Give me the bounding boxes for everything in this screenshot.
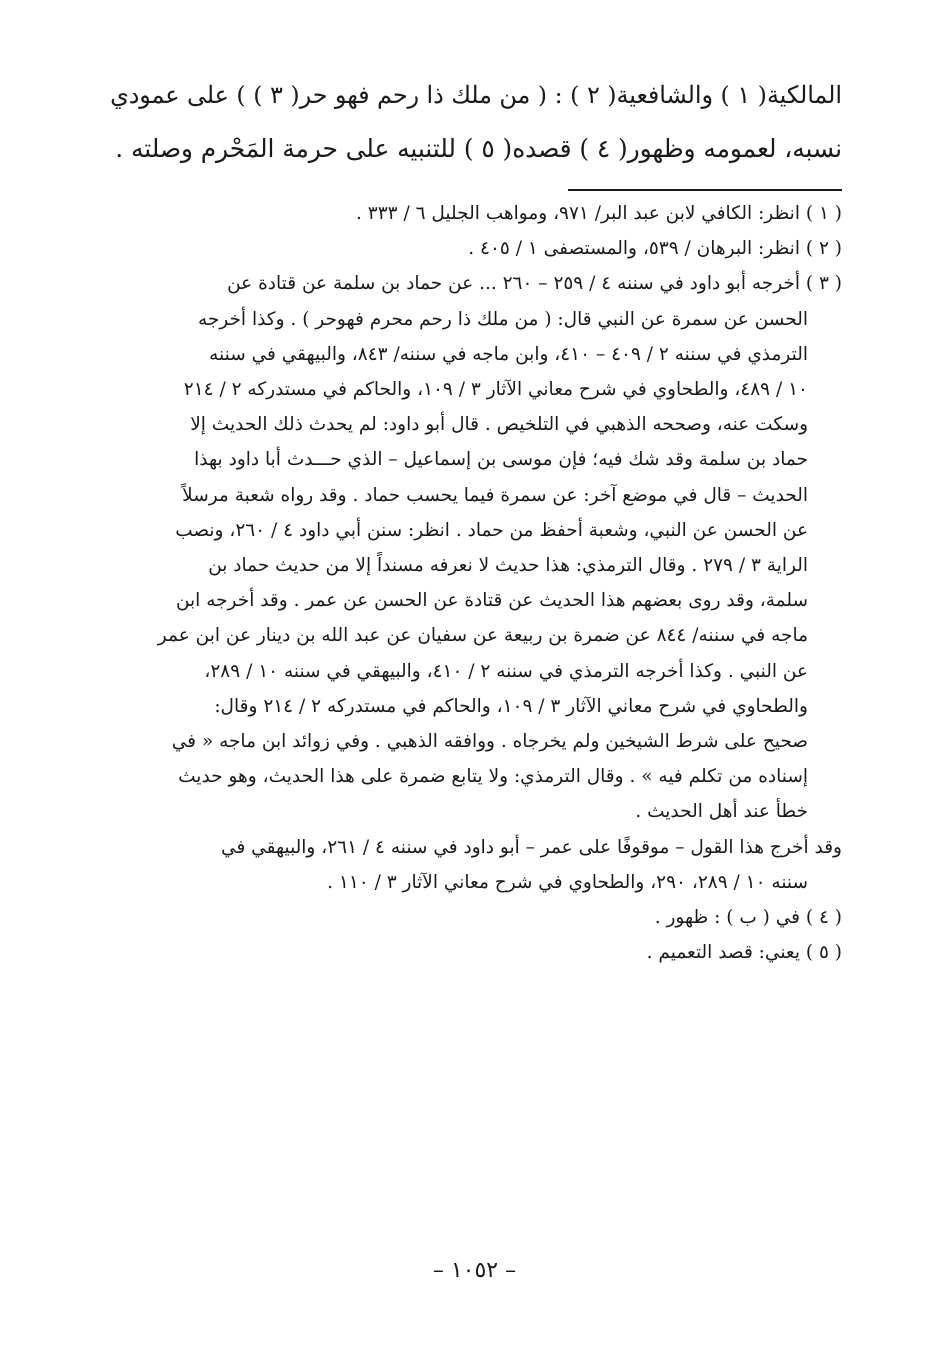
main-text [110, 68, 842, 176]
footnote-3-line: سلمة، وقد روى بعضهم هذا الحديث عن قتادة عن الحسن عن عمر . وقد أخرجه ابن [175, 590, 808, 612]
footnote-4: ( ٤ ) في ( ب ) : ظهور . [654, 907, 842, 929]
footnote-3-line: ماجه في سننه/ ٨٤٤ عن ضمرة بن ربيعة عن سفيان عن عبد الله بن دينار عن ابن عمر [157, 625, 808, 647]
footnote-3-line: صحيح على شرط الشيخين ولم يخرجاه . ووافقه الذهبي . وفي زوائد ابن ماجه « في [171, 731, 808, 753]
footnote-5: ( ٥ ) يعني: قصد التعميم . [646, 942, 842, 964]
footnote-3-line: خطأ عند أهل الحديث . [635, 801, 808, 823]
footnote-3-line: ( ٣ ) أخرجه أبو داود في سننه ٤ / ٢٥٩ – ٢٦٠ ... عن حماد بن سلمة عن قتادة عن [227, 273, 842, 295]
footnote-3-line: الحديث – قال في موضع آخر: عن سمرة فيما يحسب حماد . وقد رواه شعبة مرسلاً [182, 484, 808, 506]
footnote-3-paragraph-line: وقد أخرج هذا القول – موقوفًا على عمر – أبو داود في سننه ٤ / ٢٦١، والبيهقي في [221, 836, 842, 858]
footnote-3-line: الراية ٣ / ٢٧٩ . وقال الترمذي: هذا حديث لا نعرفه مسنداً إلا من حديث حماد بن [208, 555, 808, 577]
main-text-line-2: نسبه، لعمومه وظهور( ٤ ) قصده( ٥ ) للتنبيه على حرمة المَحْرم وصلته . [115, 134, 842, 163]
footnote-3-line: حماد بن سلمة وقد شك فيه؛ فإن موسى بن إسماعيل – الذي حـــدث أبا داود بهذا [194, 449, 808, 471]
footnote-1: ( ١ ) انظر: الكافي لابن عبد البر/ ٩٧١، ومواهب الجليل ٦ / ٣٣٣ . [356, 203, 842, 224]
footnote-3-line: الترمذي في سننه ٢ / ٤٠٩ – ٤١٠، وابن ماجه في سننه/ ٨٤٣، والبيهقي في سننه [209, 343, 808, 365]
footnote-2: ( ٢ ) انظر: البرهان / ٥٣٩، والمستصفى ١ / ٤٠٥ . [468, 238, 842, 260]
footnote-3-paragraph-line: سننه ١٠ / ٢٨٩، ٢٩٠، والطحاوي في شرح معاني الآثار ٣ / ١١٠ . [327, 871, 808, 893]
footnote-3-line: عن الحسن عن النبي، وشعبة أحفظ من حماد . انظر: سنن أبي داود ٤ / ٢٦٠، ونصب [175, 519, 808, 541]
footnote-3-line: ١٠ / ٤٨٩، والطحاوي في شرح معاني الآثار ٣ / ١٠٩، والحاكم في مستدركه ٢ / ٢١٤ [183, 379, 808, 401]
footnote-3-line: والطحاوي في شرح معاني الآثار ٣ / ١٠٩، والحاكم في مستدركه ٢ / ٢١٤ وقال: [214, 695, 808, 717]
page-number: – ١٠٥٢ – [432, 1258, 517, 1283]
footnote-3-line: وسكت عنه، وصححه الذهبي في التلخيص . قال أبو داود: لم يحدث ذلك الحديث إلا [190, 414, 808, 436]
footnote-separator [568, 189, 842, 191]
footnote-3-line: الحسن عن سمرة عن النبي قال: ( من ملك ذا رحم محرم فهوحر ) . وكذا أخرجه [197, 308, 808, 330]
footnotes [104, 196, 842, 970]
main-text-line-1: المالكية( ١ ) والشافعية( ٢ ) : ( من ملك ذا رحم فهو حر( ٣ ) ) على عمودي [110, 81, 842, 109]
footnote-3-line: عن النبي . وكذا أخرجه الترمذي في سننه ٢ / ٤١٠، والبيهقي في سننه ١٠ / ٢٨٩، [204, 660, 808, 682]
footnote-3 [104, 266, 842, 900]
footnote-3-line: إسناده من تكلم فيه » . وقال الترمذي: ولا يتابع ضمرة على هذا الحديث، وهو حديث [178, 766, 808, 788]
